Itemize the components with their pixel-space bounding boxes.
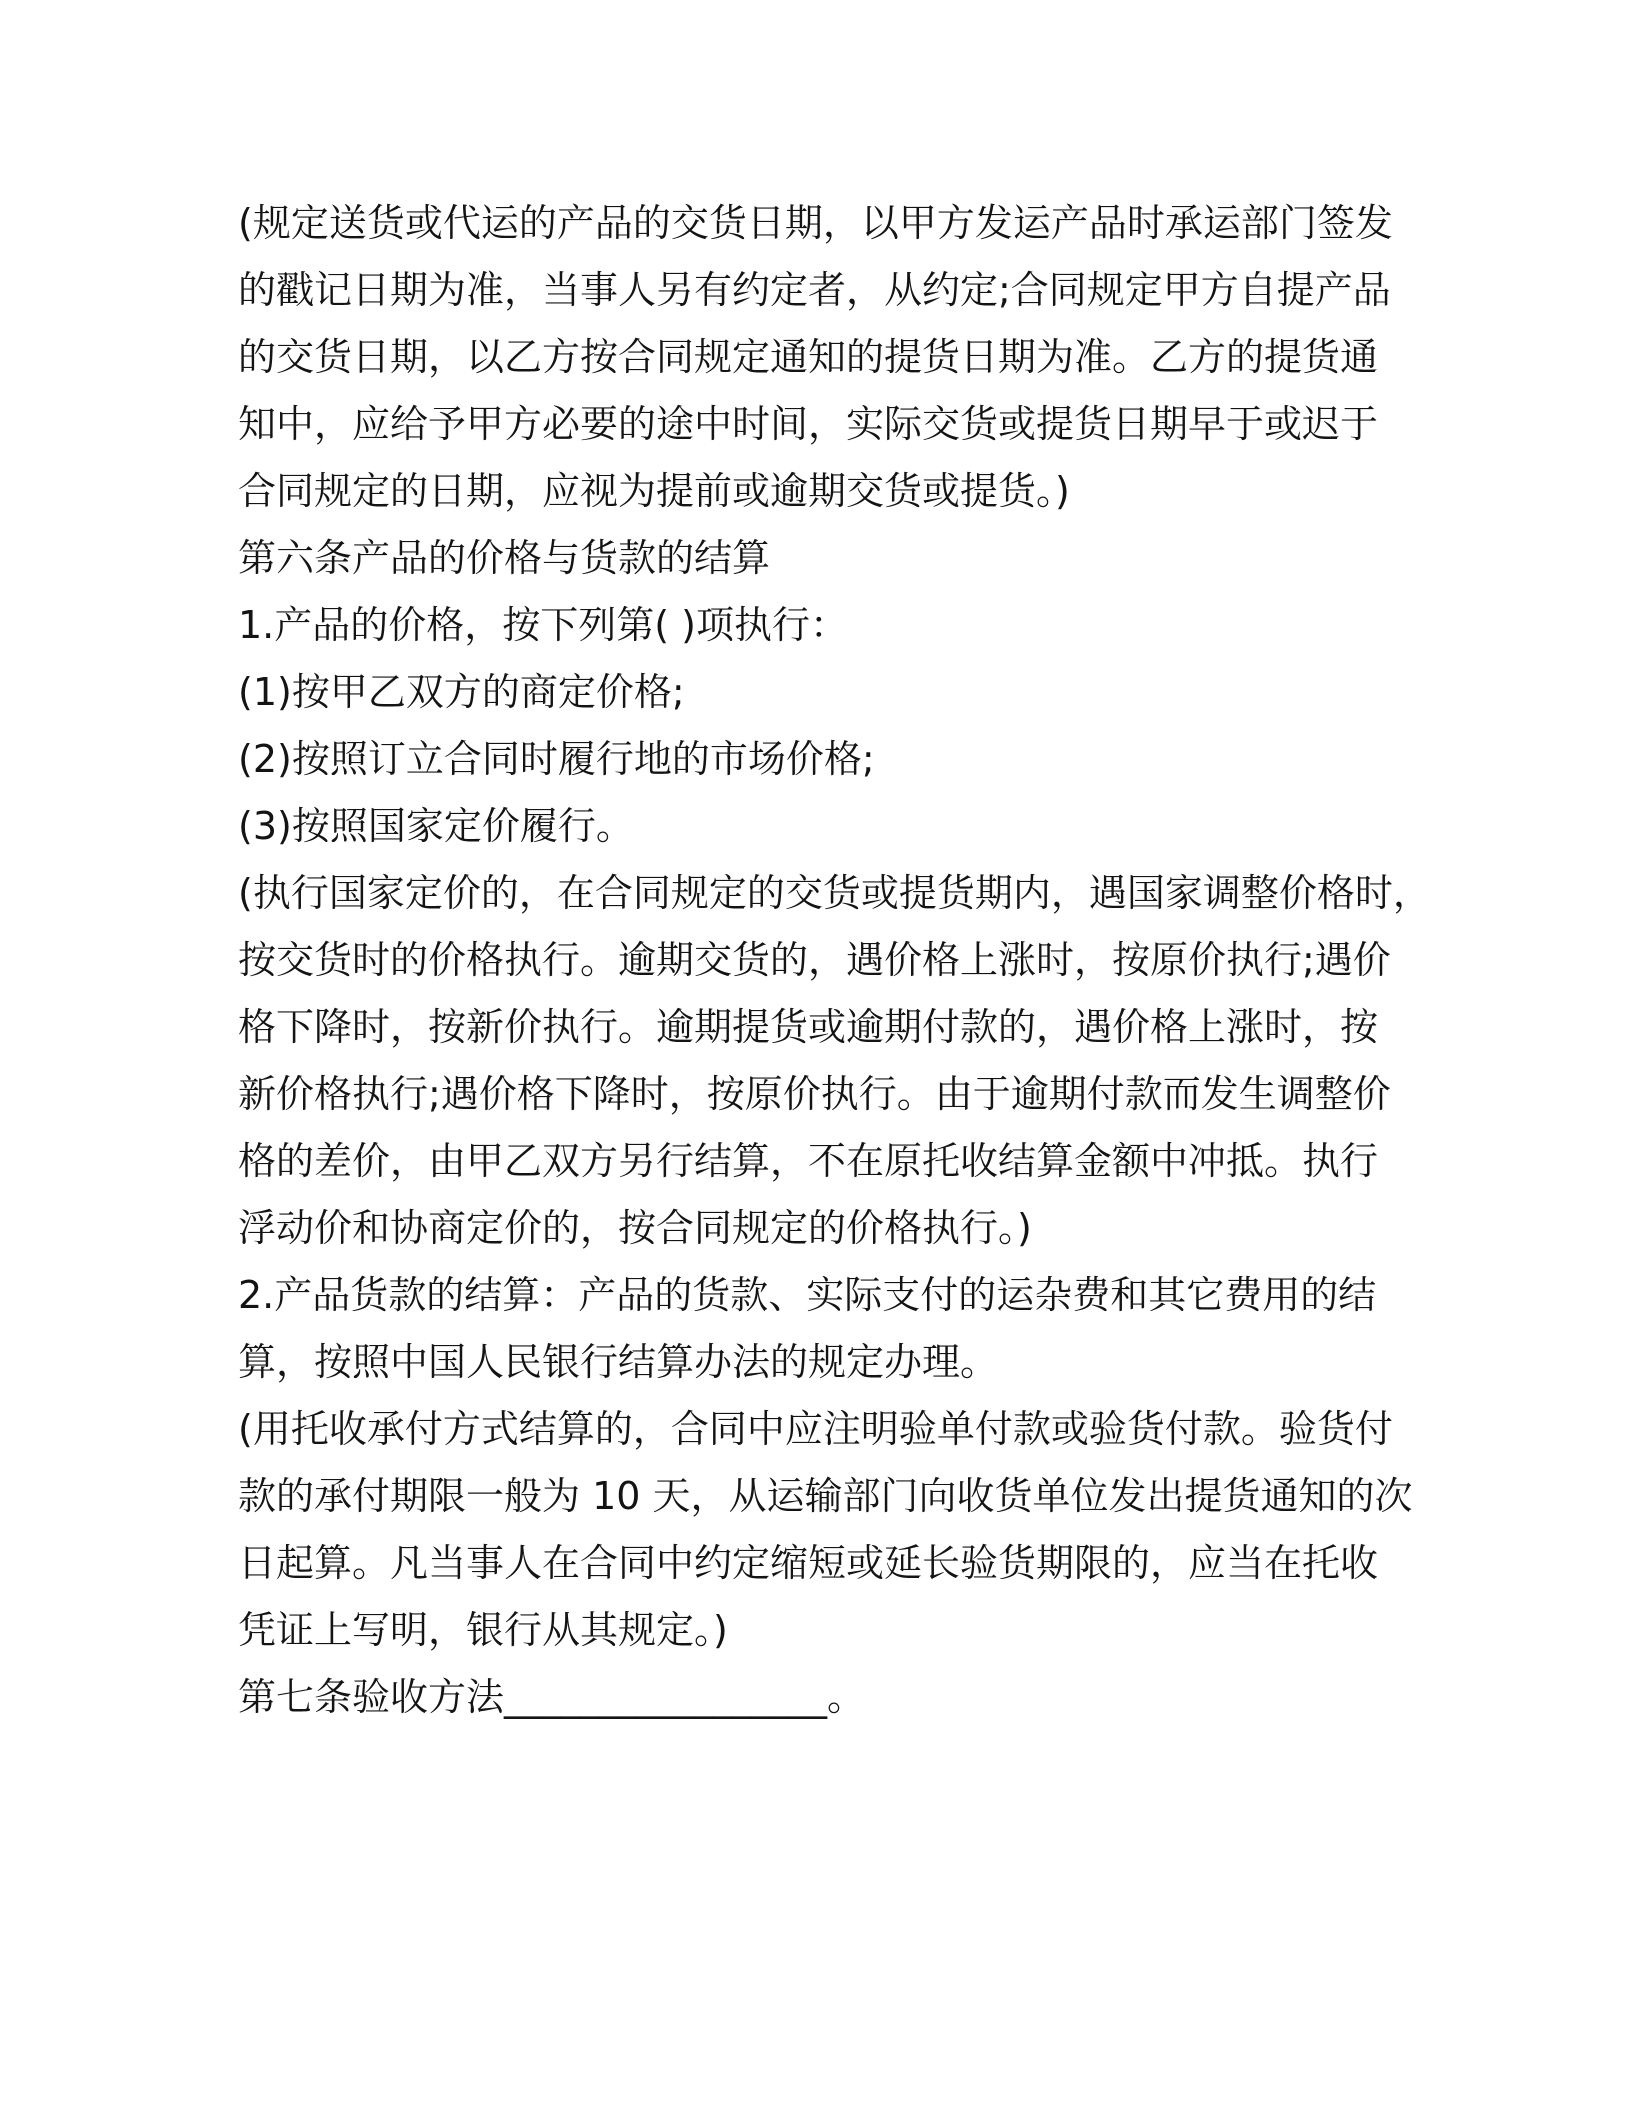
price-option-1: (1)按甲乙双方的商定价格; bbox=[238, 670, 685, 714]
paragraph-line: (执行国家定价的，在合同规定的交货或提货期内，遇国家调整价格时， bbox=[238, 871, 1431, 915]
clause-2-settlement: 2.产品货款的结算：产品的货款、实际支付的运杂费和其它费用的结 bbox=[238, 1273, 1377, 1317]
paragraph-line: 款的承付期限一般为 10 天，从运输部门向收货单位发出提货通知的次 bbox=[238, 1474, 1413, 1518]
paragraph-line: 凭证上写明，银行从其规定。) bbox=[238, 1608, 728, 1652]
paragraph-line: 的交货日期，以乙方按合同规定通知的提货日期为准。乙方的提货通 bbox=[238, 335, 1379, 379]
price-option-3: (3)按照国家定价履行。 bbox=[238, 804, 634, 848]
paragraph-line: 格下降时，按新价执行。逾期提货或逾期付款的，遇价格上涨时，按 bbox=[238, 1005, 1379, 1049]
document-body bbox=[238, 190, 1431, 1731]
paragraph-line: (用托收承付方式结算的，合同中应注明验单付款或验货付款。验货付 bbox=[238, 1407, 1393, 1451]
paragraph-line: 知中，应给予甲方必要的途中时间，实际交货或提货日期早于或迟于 bbox=[238, 402, 1379, 446]
paragraph-line: (规定送货或代运的产品的交货日期，以甲方发运产品时承运部门签发 bbox=[238, 201, 1393, 245]
paragraph-line: 新价格执行;遇价格下降时，按原价执行。由于逾期付款而发生调整价 bbox=[238, 1072, 1391, 1116]
section-heading-article-6: 第六条产品的价格与货款的结算 bbox=[238, 536, 771, 580]
paragraph-line: 算，按照中国人民银行结算办法的规定办理。 bbox=[238, 1340, 999, 1384]
paragraph-line: 合同规定的日期，应视为提前或逾期交货或提货。) bbox=[238, 469, 1070, 513]
section-heading-article-7: 第七条验收方法_________________。 bbox=[238, 1675, 866, 1719]
paragraph-line: 浮动价和协商定价的，按合同规定的价格执行。) bbox=[238, 1206, 1032, 1250]
paragraph-line: 格的差价，由甲乙双方另行结算，不在原托收结算金额中冲抵。执行 bbox=[238, 1139, 1379, 1183]
paragraph-line: 按交货时的价格执行。逾期交货的，遇价格上涨时，按原价执行;遇价 bbox=[238, 938, 1391, 982]
paragraph-line: 的戳记日期为准，当事人另有约定者，从约定;合同规定甲方自提产品 bbox=[238, 268, 1391, 312]
price-option-2: (2)按照订立合同时履行地的市场价格; bbox=[238, 737, 875, 781]
clause-1-price: 1.产品的价格，按下列第( )项执行： bbox=[238, 603, 848, 647]
paragraph-line: 日起算。凡当事人在合同中约定缩短或延长验货期限的，应当在托收 bbox=[238, 1541, 1379, 1585]
